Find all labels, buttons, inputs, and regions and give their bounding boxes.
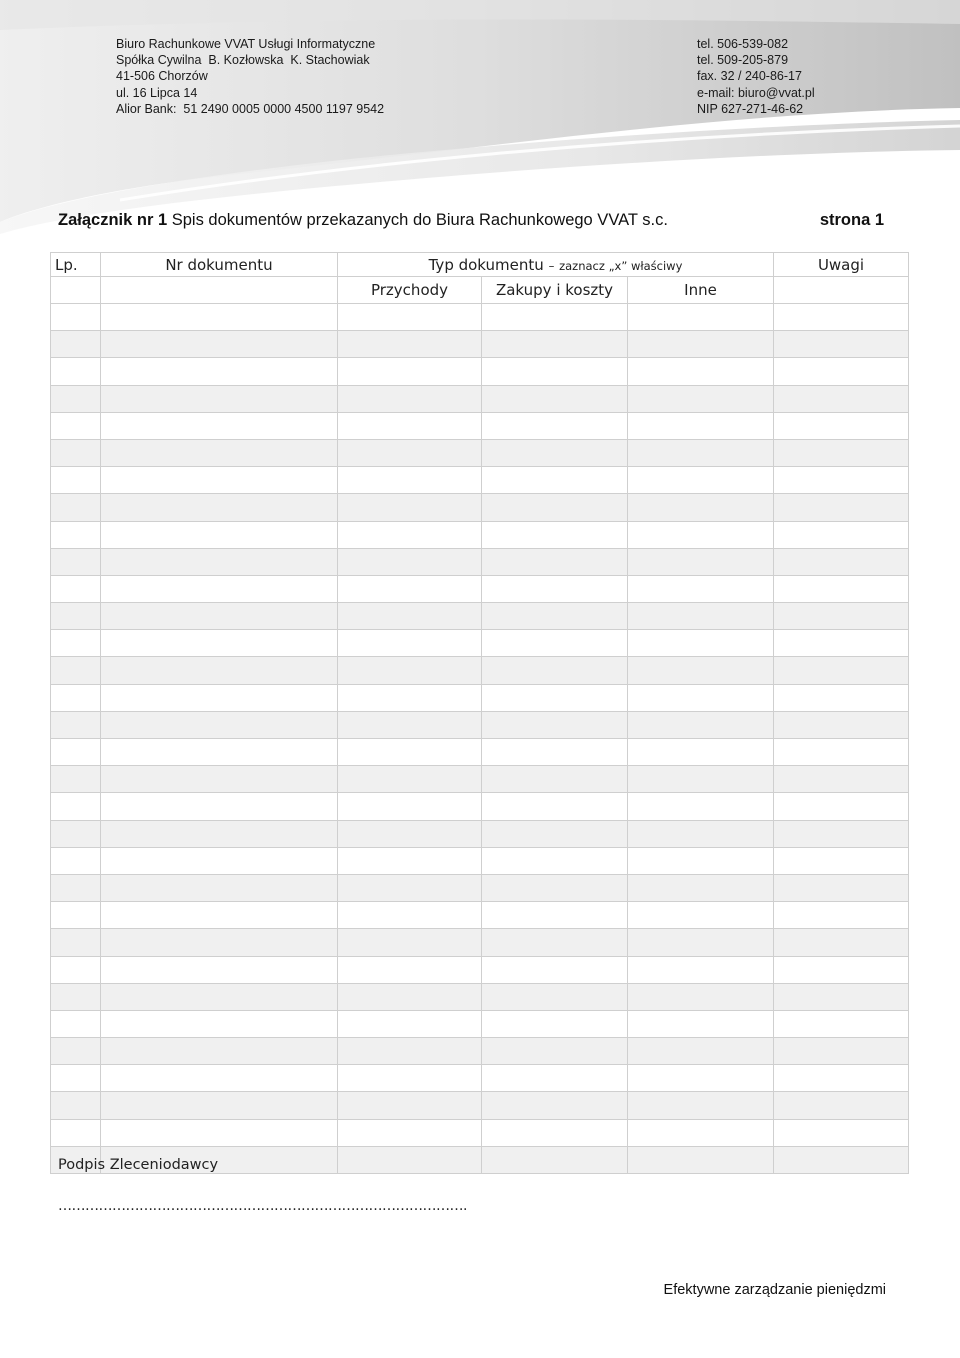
cell-lp[interactable] — [51, 494, 101, 521]
table-row — [51, 1065, 909, 1092]
cell-purchases-mark[interactable] — [482, 874, 628, 901]
table-row — [51, 929, 909, 956]
cell-other-mark[interactable] — [628, 1065, 774, 1092]
table-row — [51, 358, 909, 385]
cell-purchases-mark[interactable] — [482, 684, 628, 711]
cell-document-number[interactable] — [101, 793, 338, 820]
cell-document-number[interactable] — [101, 983, 338, 1010]
contact-phone-2: tel. 509-205-879 — [697, 53, 789, 68]
subheader-empty-lp — [51, 277, 101, 304]
cell-income-mark[interactable] — [338, 820, 482, 847]
cell-income-mark[interactable] — [338, 739, 482, 766]
cell-purchases-mark[interactable] — [482, 847, 628, 874]
cell-remarks[interactable] — [774, 575, 909, 602]
company-city-line: 41-506 Chorzów — [116, 69, 208, 84]
cell-other-mark[interactable] — [628, 412, 774, 439]
cell-lp[interactable] — [51, 521, 101, 548]
cell-document-number[interactable] — [101, 902, 338, 929]
cell-document-number[interactable] — [101, 304, 338, 331]
cell-document-number[interactable] — [101, 575, 338, 602]
cell-lp[interactable] — [51, 603, 101, 630]
cell-other-mark[interactable] — [628, 548, 774, 575]
cell-remarks[interactable] — [774, 956, 909, 983]
cell-purchases-mark[interactable] — [482, 929, 628, 956]
table-row — [51, 467, 909, 494]
cell-purchases-mark[interactable] — [482, 331, 628, 358]
cell-purchases-mark[interactable] — [482, 983, 628, 1010]
cell-other-mark[interactable] — [628, 1038, 774, 1065]
contact-info — [697, 36, 815, 117]
cell-remarks[interactable] — [774, 793, 909, 820]
attachment-label: Załącznik nr 1 — [58, 211, 168, 229]
document-title-row — [58, 211, 884, 235]
cell-lp[interactable] — [51, 1065, 101, 1092]
table-row — [51, 1092, 909, 1119]
cell-lp[interactable] — [51, 467, 101, 494]
cell-income-mark[interactable] — [338, 603, 482, 630]
cell-other-mark[interactable] — [628, 1092, 774, 1119]
cell-document-number[interactable] — [101, 331, 338, 358]
subheader-purchases-costs: Zakupy i koszty — [482, 277, 628, 304]
signature-label: Podpis Zleceniodawcy — [58, 1157, 219, 1173]
cell-lp[interactable] — [51, 874, 101, 901]
cell-lp[interactable] — [51, 657, 101, 684]
cell-income-mark[interactable] — [338, 766, 482, 793]
table-row — [51, 521, 909, 548]
cell-remarks[interactable] — [774, 711, 909, 738]
cell-purchases-mark[interactable] — [482, 1146, 628, 1173]
cell-lp[interactable] — [51, 1092, 101, 1119]
cell-lp[interactable] — [51, 766, 101, 793]
cell-document-number[interactable] — [101, 929, 338, 956]
cell-lp[interactable] — [51, 630, 101, 657]
cell-income-mark[interactable] — [338, 929, 482, 956]
table-row — [51, 766, 909, 793]
cell-income-mark[interactable] — [338, 412, 482, 439]
cell-document-number[interactable] — [101, 1010, 338, 1037]
cell-income-mark[interactable] — [338, 1010, 482, 1037]
table-row — [51, 385, 909, 412]
cell-remarks[interactable] — [774, 412, 909, 439]
cell-income-mark[interactable] — [338, 711, 482, 738]
cell-document-number[interactable] — [101, 820, 338, 847]
cell-income-mark[interactable] — [338, 630, 482, 657]
cell-purchases-mark[interactable] — [482, 1119, 628, 1146]
cell-remarks[interactable] — [774, 467, 909, 494]
cell-lp[interactable] — [51, 684, 101, 711]
cell-income-mark[interactable] — [338, 1119, 482, 1146]
cell-remarks[interactable] — [774, 739, 909, 766]
cell-document-number[interactable] — [101, 603, 338, 630]
cell-remarks[interactable] — [774, 548, 909, 575]
cell-purchases-mark[interactable] — [482, 766, 628, 793]
cell-document-number[interactable] — [101, 494, 338, 521]
cell-other-mark[interactable] — [628, 983, 774, 1010]
table-row — [51, 684, 909, 711]
table-row — [51, 793, 909, 820]
cell-document-number[interactable] — [101, 766, 338, 793]
subheader-empty-nr — [101, 277, 338, 304]
cell-remarks[interactable] — [774, 1119, 909, 1146]
cell-income-mark[interactable] — [338, 657, 482, 684]
cell-remarks[interactable] — [774, 385, 909, 412]
cell-income-mark[interactable] — [338, 983, 482, 1010]
cell-lp[interactable] — [51, 1038, 101, 1065]
cell-income-mark[interactable] — [338, 494, 482, 521]
cell-document-number[interactable] — [101, 358, 338, 385]
cell-purchases-mark[interactable] — [482, 521, 628, 548]
cell-remarks[interactable] — [774, 521, 909, 548]
table-row — [51, 439, 909, 466]
cell-other-mark[interactable] — [628, 793, 774, 820]
cell-document-number[interactable] — [101, 1065, 338, 1092]
cell-document-number[interactable] — [101, 684, 338, 711]
cell-purchases-mark[interactable] — [482, 820, 628, 847]
subheader-other: Inne — [628, 277, 774, 304]
cell-purchases-mark[interactable] — [482, 548, 628, 575]
cell-lp[interactable] — [51, 331, 101, 358]
cell-income-mark[interactable] — [338, 439, 482, 466]
footer-slogan: Efektywne zarządzanie pieniędzmi — [663, 1282, 886, 1298]
company-partners-line: Spółka Cywilna B. Kozłowska K. Stachowiak — [116, 53, 370, 68]
table-row — [51, 304, 909, 331]
contact-phone-1: tel. 506-539-082 — [697, 37, 789, 51]
cell-purchases-mark[interactable] — [482, 412, 628, 439]
table-header-row — [51, 253, 909, 277]
cell-lp[interactable] — [51, 847, 101, 874]
table-row — [51, 603, 909, 630]
contact-email: e-mail: biuro@vvat.pl — [697, 85, 815, 100]
cell-remarks[interactable] — [774, 439, 909, 466]
cell-other-mark[interactable] — [628, 521, 774, 548]
cell-other-mark[interactable] — [628, 902, 774, 929]
cell-document-number[interactable] — [101, 874, 338, 901]
cell-document-number[interactable] — [101, 956, 338, 983]
cell-income-mark[interactable] — [338, 467, 482, 494]
cell-other-mark[interactable] — [628, 630, 774, 657]
cell-document-number[interactable] — [101, 521, 338, 548]
table-row — [51, 711, 909, 738]
cell-lp[interactable] — [51, 983, 101, 1010]
header-lp: Lp. — [51, 253, 101, 277]
cell-other-mark[interactable] — [628, 358, 774, 385]
cell-other-mark[interactable] — [628, 603, 774, 630]
cell-document-number[interactable] — [101, 1038, 338, 1065]
cell-purchases-mark[interactable] — [482, 385, 628, 412]
cell-document-number[interactable] — [101, 630, 338, 657]
cell-purchases-mark[interactable] — [482, 603, 628, 630]
company-name-line: Biuro Rachunkowe VVAT Usługi Informatyczne — [116, 37, 376, 51]
table-row — [51, 739, 909, 766]
cell-other-mark[interactable] — [628, 1146, 774, 1173]
cell-other-mark[interactable] — [628, 847, 774, 874]
table-row — [51, 902, 909, 929]
cell-lp[interactable] — [51, 439, 101, 466]
cell-other-mark[interactable] — [628, 385, 774, 412]
cell-purchases-mark[interactable] — [482, 902, 628, 929]
documents-table — [50, 252, 909, 1174]
cell-remarks[interactable] — [774, 1010, 909, 1037]
cell-purchases-mark[interactable] — [482, 1065, 628, 1092]
cell-other-mark[interactable] — [628, 1010, 774, 1037]
cell-income-mark[interactable] — [338, 847, 482, 874]
cell-income-mark[interactable] — [338, 385, 482, 412]
cell-remarks[interactable] — [774, 1065, 909, 1092]
cell-other-mark[interactable] — [628, 1119, 774, 1146]
cell-other-mark[interactable] — [628, 929, 774, 956]
cell-other-mark[interactable] — [628, 657, 774, 684]
cell-purchases-mark[interactable] — [482, 956, 628, 983]
cell-remarks[interactable] — [774, 331, 909, 358]
cell-other-mark[interactable] — [628, 331, 774, 358]
cell-lp[interactable] — [51, 711, 101, 738]
cell-income-mark[interactable] — [338, 331, 482, 358]
cell-other-mark[interactable] — [628, 467, 774, 494]
header-document-number: Nr dokumentu — [101, 253, 338, 277]
table-subheader-row — [51, 277, 909, 304]
cell-lp[interactable] — [51, 358, 101, 385]
company-bank-line: Alior Bank: 51 2490 0005 0000 4500 1197 9542 — [116, 101, 385, 116]
cell-lp[interactable] — [51, 412, 101, 439]
cell-lp[interactable] — [51, 548, 101, 575]
page-number-label: strona 1 — [819, 211, 884, 229]
cell-other-mark[interactable] — [628, 956, 774, 983]
cell-other-mark[interactable] — [628, 494, 774, 521]
cell-purchases-mark[interactable] — [482, 630, 628, 657]
cell-document-number[interactable] — [101, 1092, 338, 1119]
cell-remarks[interactable] — [774, 983, 909, 1010]
cell-income-mark[interactable] — [338, 1092, 482, 1119]
cell-remarks[interactable] — [774, 630, 909, 657]
table-row — [51, 494, 909, 521]
cell-purchases-mark[interactable] — [482, 439, 628, 466]
cell-income-mark[interactable] — [338, 902, 482, 929]
table-row — [51, 630, 909, 657]
cell-purchases-mark[interactable] — [482, 711, 628, 738]
cell-other-mark[interactable] — [628, 439, 774, 466]
table-row — [51, 874, 909, 901]
table-row — [51, 1038, 909, 1065]
cell-other-mark[interactable] — [628, 874, 774, 901]
cell-remarks[interactable] — [774, 358, 909, 385]
table-row — [51, 548, 909, 575]
table-row — [51, 331, 909, 358]
header-document-type — [338, 253, 774, 277]
table-row — [51, 575, 909, 602]
cell-income-mark[interactable] — [338, 1038, 482, 1065]
cell-income-mark[interactable] — [338, 956, 482, 983]
table-row — [51, 412, 909, 439]
cell-remarks[interactable] — [774, 1146, 909, 1173]
cell-purchases-mark[interactable] — [482, 494, 628, 521]
contact-nip: NIP 627-271-46-62 — [697, 101, 804, 116]
cell-lp[interactable] — [51, 902, 101, 929]
cell-lp[interactable] — [51, 385, 101, 412]
cell-remarks[interactable] — [774, 902, 909, 929]
header-type-dash: – — [548, 258, 555, 273]
cell-other-mark[interactable] — [628, 820, 774, 847]
cell-document-number[interactable] — [101, 467, 338, 494]
cell-remarks[interactable] — [774, 684, 909, 711]
table-row — [51, 1010, 909, 1037]
cell-lp[interactable] — [51, 739, 101, 766]
cell-purchases-mark[interactable] — [482, 1010, 628, 1037]
cell-other-mark[interactable] — [628, 711, 774, 738]
cell-remarks[interactable] — [774, 657, 909, 684]
cell-remarks[interactable] — [774, 847, 909, 874]
cell-purchases-mark[interactable] — [482, 467, 628, 494]
cell-lp[interactable] — [51, 1010, 101, 1037]
cell-lp[interactable] — [51, 820, 101, 847]
cell-remarks[interactable] — [774, 820, 909, 847]
cell-lp[interactable] — [51, 793, 101, 820]
cell-other-mark[interactable] — [628, 684, 774, 711]
cell-other-mark[interactable] — [628, 304, 774, 331]
cell-document-number[interactable] — [101, 1119, 338, 1146]
cell-lp[interactable] — [51, 575, 101, 602]
cell-remarks[interactable] — [774, 494, 909, 521]
cell-remarks[interactable] — [774, 929, 909, 956]
company-info — [116, 36, 384, 117]
cell-income-mark[interactable] — [338, 874, 482, 901]
cell-remarks[interactable] — [774, 304, 909, 331]
header-remarks: Uwagi — [774, 253, 909, 277]
table-row — [51, 657, 909, 684]
cell-purchases-mark[interactable] — [482, 358, 628, 385]
cell-income-mark[interactable] — [338, 304, 482, 331]
subheader-empty-remarks — [774, 277, 909, 304]
cell-income-mark[interactable] — [338, 684, 482, 711]
cell-document-number[interactable] — [101, 439, 338, 466]
cell-income-mark[interactable] — [338, 548, 482, 575]
cell-income-mark[interactable] — [338, 575, 482, 602]
contact-fax: fax. 32 / 240-86-17 — [697, 69, 802, 84]
table-row — [51, 983, 909, 1010]
cell-other-mark[interactable] — [628, 575, 774, 602]
table-row — [51, 847, 909, 874]
cell-income-mark[interactable] — [338, 521, 482, 548]
cell-income-mark[interactable] — [338, 1065, 482, 1092]
cell-remarks[interactable] — [774, 603, 909, 630]
cell-purchases-mark[interactable] — [482, 1038, 628, 1065]
cell-remarks[interactable] — [774, 1038, 909, 1065]
cell-document-number[interactable] — [101, 847, 338, 874]
cell-purchases-mark[interactable] — [482, 793, 628, 820]
table-row — [51, 820, 909, 847]
cell-lp[interactable] — [51, 956, 101, 983]
cell-lp[interactable] — [51, 1119, 101, 1146]
cell-purchases-mark[interactable] — [482, 739, 628, 766]
header-type-hint: zaznacz „x” właściwy — [559, 258, 683, 273]
cell-purchases-mark[interactable] — [482, 1092, 628, 1119]
cell-purchases-mark[interactable] — [482, 657, 628, 684]
cell-purchases-mark[interactable] — [482, 575, 628, 602]
cell-document-number[interactable] — [101, 711, 338, 738]
cell-document-number[interactable] — [101, 548, 338, 575]
company-street-line: ul. 16 Lipca 14 — [116, 85, 198, 100]
signature-line[interactable]: ………………………………………………………………………………. — [58, 1198, 467, 1214]
table-row — [51, 1119, 909, 1146]
cell-remarks[interactable] — [774, 1092, 909, 1119]
cell-document-number[interactable] — [101, 412, 338, 439]
cell-document-number[interactable] — [101, 657, 338, 684]
document-title — [58, 211, 668, 230]
cell-purchases-mark[interactable] — [482, 304, 628, 331]
cell-lp[interactable] — [51, 304, 101, 331]
table-body — [51, 304, 909, 1174]
cell-document-number[interactable] — [101, 385, 338, 412]
cell-other-mark[interactable] — [628, 766, 774, 793]
cell-income-mark[interactable] — [338, 1146, 482, 1173]
table-row — [51, 956, 909, 983]
cell-lp[interactable] — [51, 929, 101, 956]
header-document-type-label: Typ dokumentu — [428, 255, 544, 274]
cell-income-mark[interactable] — [338, 358, 482, 385]
cell-remarks[interactable] — [774, 874, 909, 901]
cell-document-number[interactable] — [101, 739, 338, 766]
document-description: Spis dokumentów przekazanych do Biura Rachunkowego VVAT s.c. — [171, 211, 668, 229]
subheader-income: Przychody — [338, 277, 482, 304]
cell-income-mark[interactable] — [338, 793, 482, 820]
cell-other-mark[interactable] — [628, 739, 774, 766]
cell-remarks[interactable] — [774, 766, 909, 793]
